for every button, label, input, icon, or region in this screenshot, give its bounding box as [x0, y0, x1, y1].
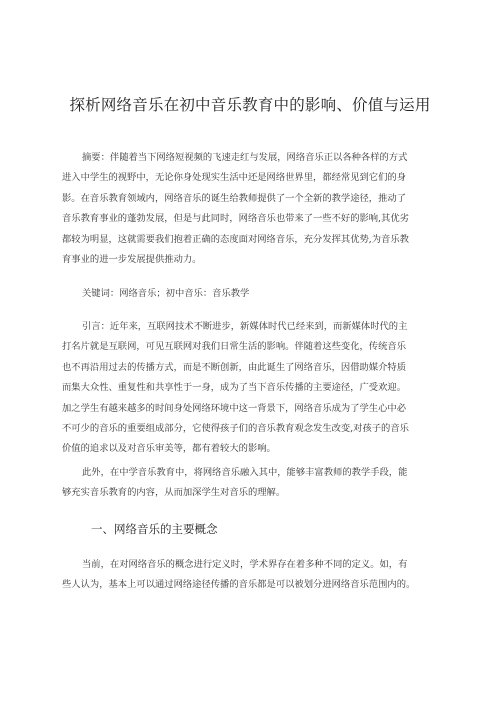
abstract-line: 影。在音乐教育领域内，网络音乐的诞生给教师提供了一个全新的教学途径，推动了 [62, 192, 406, 204]
intro-line: 引言：近年来，互联网技术不断进步，新媒体时代已经来到，而新媒体时代的主 [82, 321, 408, 332]
keywords-paragraph [62, 284, 442, 304]
additional-paragraph [62, 463, 442, 504]
intro-line: 而集大众性、重复性和共享性于一身，成为了当下音乐传播的主要途径，广受欢迎。 [62, 382, 406, 394]
paragraph-line: 此外，在中学音乐教育中，将网络音乐融入其中，能够丰富教师的教学手段，能 [82, 467, 408, 478]
abstract-paragraph [62, 148, 442, 270]
keywords-line: 关键词：网络音乐；初中音乐：音乐教学 [82, 288, 250, 299]
intro-line: 价值的追求以及对音乐审美等，都有着较大的影响。 [62, 443, 276, 455]
section-line: 些人认为，基本上可以通过网络途径传播的音乐都是可以被划分进网络音乐范围内的。 [62, 579, 416, 591]
intro-line: 加之学生有越来越多的时间身处网络环境中这一背景下，网络音乐成为了学生心中必 [62, 402, 406, 414]
paragraph-line: 够充实音乐教育的内容，从而加深学生对音乐的理解。 [62, 487, 286, 499]
document-title: 探析网络音乐在初中音乐教育中的影响、价值与运用 [69, 96, 431, 114]
abstract-line: 摘要：伴随着当下网络短视频的飞速走红与发展，网络音乐正以各种各样的方式 [82, 152, 408, 163]
abstract-line: 都较为明显，这就需要我们抱着正确的态度面对网络音乐，充分发挥其优势,为音乐教 [62, 233, 409, 245]
section-line: 当前，在对网络音乐的概念进行定义时，学术界存在着多种不同的定义。如，有 [82, 559, 408, 570]
abstract-line: 音乐教育事业的蓬勃发展，但是与此同时，网络音乐也带来了一些不好的影响,其优劣 [62, 213, 409, 225]
intro-line: 打名片就是互联网，可见互联网对我们日常生活的影响。伴随着这些变化，传统音乐 [62, 341, 406, 353]
section-heading: 一、网络音乐的主要概念 [91, 522, 218, 536]
intro-line: 不可少的音乐的重要组成部分，它使得孩子们的音乐教育观念发生改变,对孩子的音乐 [62, 423, 409, 435]
abstract-line: 育事业的进一步发展提供推动力。 [62, 254, 202, 266]
abstract-line: 进入中学生的视野中，无论你身处现实生活中还是网络世界里，都经常见到它们的身 [62, 172, 406, 184]
introduction-paragraph [62, 317, 442, 460]
section-paragraph [62, 555, 442, 596]
intro-line: 也不再沿用过去的传播方式，而是不断创新，由此诞生了网络音乐，因借助媒介特质 [62, 361, 406, 373]
